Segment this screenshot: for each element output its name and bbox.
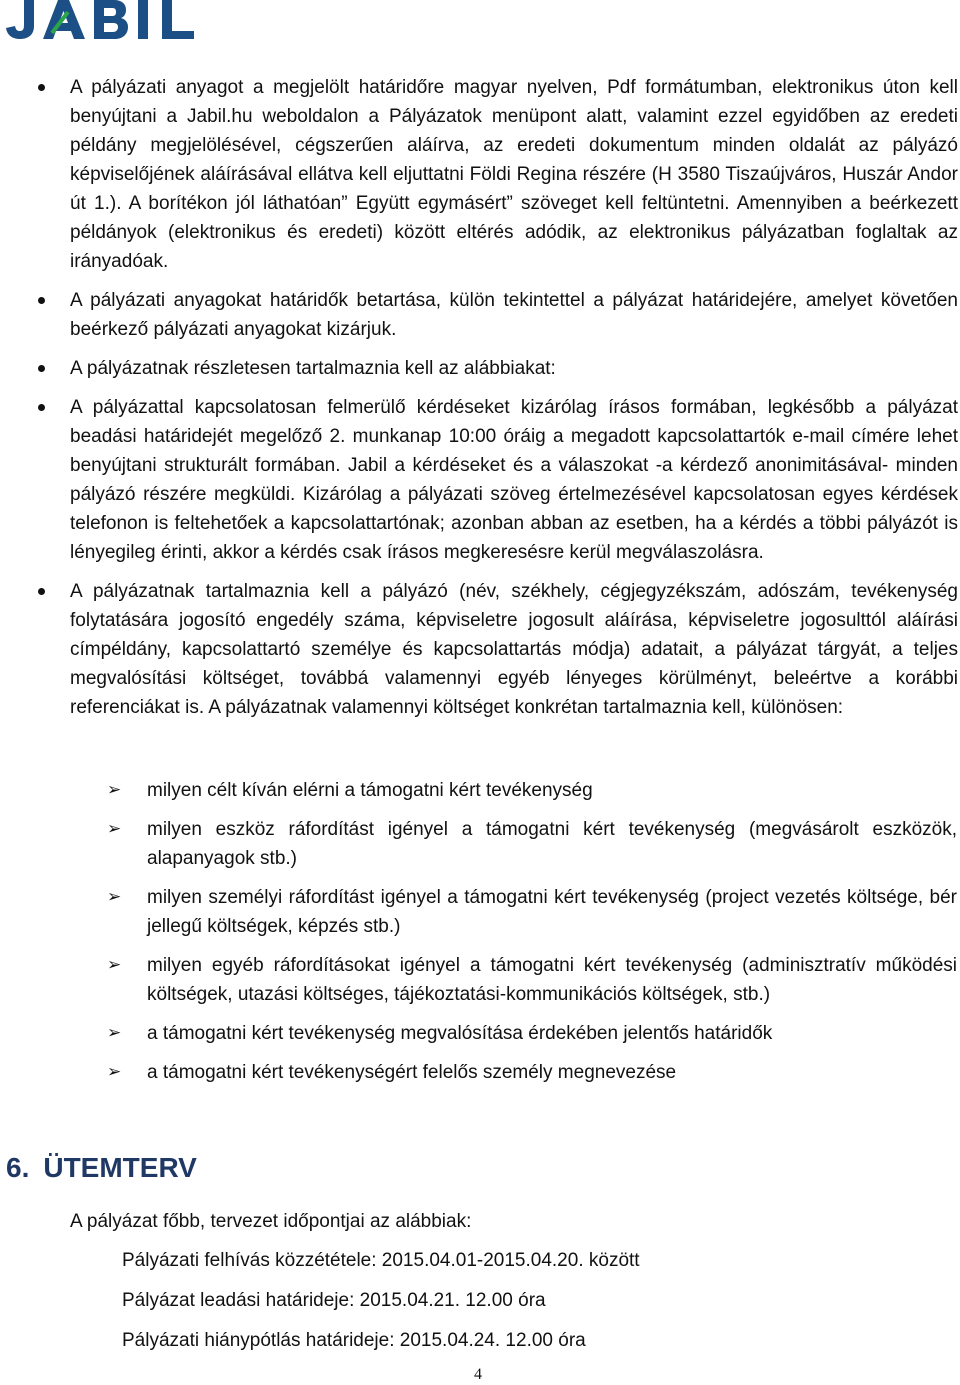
arrow-bullet-icon: ➢	[107, 1062, 122, 1082]
schedule-item: Pályázati felhívás közzététele: 2015.04.01-2015.04.20. között	[122, 1250, 640, 1271]
sub-list-item-text: a támogatni kért tevékenység megvalósítása érdekében jelentős határidők	[147, 1023, 773, 1044]
jabil-logo	[6, 0, 218, 40]
schedule-item: Pályázat leadási határideje: 2015.04.21. 12.00 óra	[122, 1290, 546, 1311]
arrow-bullet-icon: ➢	[107, 887, 122, 907]
sub-list-item	[107, 1058, 957, 1087]
sub-list-item-text: milyen célt kíván elérni a támogatni kért tevékenység	[147, 780, 593, 801]
list-item	[22, 577, 960, 722]
list-item	[22, 73, 960, 276]
list-item	[22, 286, 960, 344]
schedule-list	[122, 1246, 640, 1366]
list-item	[22, 354, 960, 383]
arrow-bullet-icon: ➢	[107, 819, 122, 839]
page-number: 4	[474, 1366, 482, 1383]
bullet-icon	[38, 365, 45, 372]
list-item-text: A pályázattal kapcsolatosan felmerülő kérdéseket kizárólag írásos formában, legkésőbb a pályázat beadási határidejét megelőző 2. munkanap 10:00 óráig a megadott kapcsolattartók e-mail címére lehet benyújtani strukturált formában. Jabil a kérdéseket és a válaszokat -a kérdező anonimitásával- minden pályázó részére megküldi. Kizárólag a pályázati szöveg értelmezésével kapcsolatosan egyes kérdések telefonon is feltehetőek a kapcsolattartónak; azonban abban az esetben, ha a kérdés a többi pályázót is lényegileg érinti, akkor a kérdés csak írásos megkeresésre kerül megválaszolásra.	[70, 397, 958, 563]
requirements-list	[22, 73, 960, 732]
sub-list-item	[107, 1019, 957, 1048]
arrow-bullet-icon: ➢	[107, 955, 122, 975]
list-item-text: A pályázati anyagokat határidők betartása, külön tekintettel a pályázat határidejére, amelyet követően beérkező pályázati anyagokat kizárjuk.	[70, 290, 958, 340]
sub-list-item-text: milyen személyi ráfordítást igényel a támogatni kért tevékenység (project vezetés költsége, bér jellegű költségek, képzés stb.)	[147, 887, 957, 937]
sub-list-item-text: milyen egyéb ráfordításokat igényel a támogatni kért tevékenység (adminisztratív működési költségek, utazási költséges, tájékoztatási-kommunikációs költségek, stb.)	[147, 955, 957, 1005]
sub-list-item	[107, 815, 957, 873]
sub-list-item	[107, 883, 957, 941]
bullet-icon	[38, 588, 45, 595]
arrow-bullet-icon: ➢	[107, 780, 122, 800]
list-item	[22, 393, 960, 567]
sub-list-item-text: a támogatni kért tevékenységért felelős személy megnevezése	[147, 1062, 677, 1083]
bullet-icon	[38, 404, 45, 411]
bullet-icon	[38, 297, 45, 304]
arrow-bullet-icon: ➢	[107, 1023, 122, 1043]
sub-list-item-text: milyen eszköz ráfordítást igényel a támogatni kért tevékenység (megvásárolt eszközök, alapanyagok stb.)	[147, 819, 957, 869]
cost-items-list	[107, 776, 957, 1097]
list-item-text: A pályázatnak tartalmaznia kell a pályázó (név, székhely, cégjegyzékszám, adószám, tevékenység folytatására jogosító engedély száma, képviseletre jogosult aláírása, képviseletre jogosulttól aláírási címpéldány, kapcsolattartó személye és kapcsolattartás módja) adatait, a pályázat tárgyát, a teljes megvalósítási költséget, továbbá valamennyi egyéb lényeges körülményt, beleértve a korábbi referenciákat is. A pályázatnak valamennyi költséget konkrétan tartalmaznia kell, különösen:	[70, 581, 958, 718]
section-number: 6.	[6, 1152, 30, 1183]
schedule-intro: A pályázat főbb, tervezet időpontjai az alábbiak:	[70, 1211, 472, 1232]
list-item-text: A pályázatnak részletesen tartalmaznia kell az alábbiakat:	[70, 358, 556, 379]
section-title: ÜTEMTERV	[43, 1152, 197, 1183]
schedule-item: Pályázati hiánypótlás határideje: 2015.04.24. 12.00 óra	[122, 1330, 586, 1351]
sub-list-item	[107, 951, 957, 1009]
bullet-icon	[38, 84, 45, 91]
sub-list-item	[107, 776, 957, 805]
section-heading	[6, 1150, 197, 1186]
list-item-text: A pályázati anyagot a megjelölt határidőre magyar nyelven, Pdf formátumban, elektronikus úton kell benyújtani a Jabil.hu weboldalon a Pályázatok menüpont alatt, valamint ezzel egyidőben az eredeti példány megjelölésével, cégszerűen aláírva, az eredeti dokumentum minden oldalát az pályázó képviselőjének aláírásával ellátva kell eljuttatni Földi Regina részére (H 3580 Tiszaújváros, Huszár Andor út 1.). A borítékon jól láthatóan” Együtt egymásért” szöveget kell feltüntetni. Amennyiben a beérkezett példányok (elektronikus és eredeti) között eltérés adódik, az elektronikus pályázatban foglaltak az irányadóak.	[70, 77, 958, 272]
